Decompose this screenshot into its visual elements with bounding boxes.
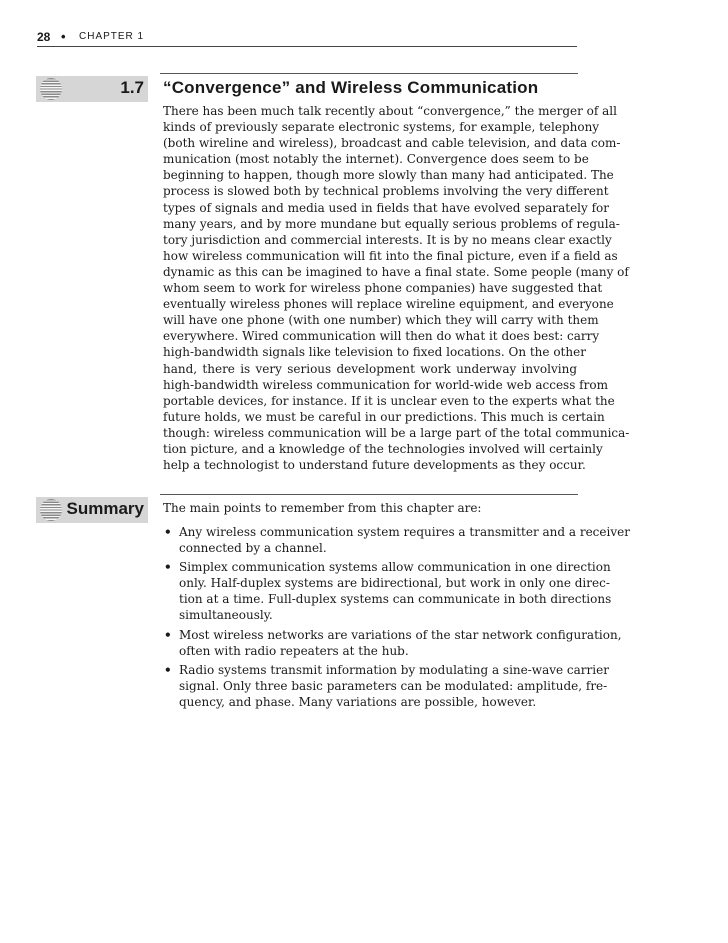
body-line: kinds of previously separate electronic systems, for example, telephony <box>163 120 600 135</box>
section-title: “Convergence” and Wireless Communication <box>163 78 539 97</box>
body-line: eventually wireless phones will replace wireline equipment, and everyone <box>163 297 614 312</box>
body-line: tion picture, and a knowledge of the technologies involved will certainly <box>163 441 603 456</box>
body-line: tory jurisdiction and commercial interests. It is by no means clear exactly <box>163 232 612 247</box>
body-line: high-bandwidth signals like television to fixed locations. On the other <box>163 345 586 360</box>
bullet-dot: • <box>164 560 172 575</box>
body-line: whom seem to work for wireless phone companies) have suggested that <box>163 281 603 296</box>
body-line: (both wireline and wireless), broadcast and cable television, and data com- <box>163 136 621 151</box>
summary-intro: The main points to remember from this chapter are: <box>163 501 482 515</box>
body-line: help a technologist to understand future developments as they occur. <box>163 458 586 473</box>
summary-tab <box>36 497 148 523</box>
body-line: portable devices, for instance. If it is unclear even to the experts what the <box>163 393 615 408</box>
section-top-rule <box>160 73 578 74</box>
page-number: 28 <box>37 30 51 44</box>
body-line: will have one phone (with one number) which they will carry with them <box>163 313 599 328</box>
bullet-line: connected by a channel. <box>179 541 327 556</box>
body-line: munication (most notably the internet). Convergence does seem to be <box>163 152 589 167</box>
section-number-tab <box>36 76 148 102</box>
bullet-line: only. Half-duplex systems are bidirectional, but work in only one direc- <box>179 576 610 591</box>
bullet-dot: • <box>164 662 172 677</box>
bullet-separator: • <box>61 29 66 44</box>
body-line: hand, there is very serious development work underway involving <box>163 361 577 376</box>
bullet-dot: • <box>164 525 172 539</box>
summary-label: Summary <box>66 499 144 518</box>
chapter-label: CHAPTER 1 <box>79 31 145 42</box>
summary-bullet-item <box>163 525 630 557</box>
body-line: dynamic as this can be imagined to have a final state. Some people (many of <box>163 264 629 279</box>
striped-globe-icon <box>40 78 62 100</box>
bullet-line: often with radio repeaters at the hub. <box>179 643 409 658</box>
bullet-line: tion at a time. Full-duplex systems can communicate in both directions <box>179 592 612 607</box>
body-line: many years, and by more mundane but equally serious problems of regula- <box>163 216 620 231</box>
body-line: high-bandwidth wireless communication for world-wide web access from <box>163 377 608 392</box>
body-line: though: wireless communication will be a large part of the total communica- <box>163 425 630 440</box>
body-line: how wireless communication will fit into the final picture, even if a field as <box>163 248 618 263</box>
summary-bullet-item <box>163 560 612 624</box>
summary-bullet-list <box>163 525 630 714</box>
body-line: beginning to happen, though more slowly than many had anticipated. The <box>163 168 614 183</box>
section-number: 1.7 <box>120 78 144 97</box>
summary-bullet-item <box>163 662 609 711</box>
bullet-line: simultaneously. <box>179 608 273 623</box>
running-head <box>37 30 577 47</box>
summary-bullet-item <box>163 627 622 660</box>
summary-top-rule <box>160 494 578 495</box>
bullet-dot: • <box>164 627 172 642</box>
body-line: everywhere. Wired communication will then do what it does best: carry <box>163 329 600 344</box>
body-line: future holds, we must be careful in our predictions. This much is certain <box>163 409 605 424</box>
bullet-line: signal. Only three basic parameters can be modulated: amplitude, fre- <box>179 678 608 693</box>
bullet-line: Most wireless networks are variations of the star network configuration, <box>179 627 622 642</box>
body-line: types of signals and media used in fields that have evolved separately for <box>163 200 610 215</box>
body-line: There has been much talk recently about “convergence,” the merger of all <box>163 104 617 118</box>
bullet-line: quency, and phase. Many variations are possible, however. <box>179 694 537 709</box>
bullet-line: Radio systems transmit information by modulating a sine-wave carrier <box>179 662 609 677</box>
bullet-line: Any wireless communication system requires a transmitter and a receiver <box>179 525 630 539</box>
bullet-line: Simplex communication systems allow communication in one direction <box>179 560 611 575</box>
striped-globe-icon <box>40 499 62 521</box>
body-line: process is slowed both by technical problems involving the very different <box>163 184 609 199</box>
section-body <box>163 103 630 473</box>
